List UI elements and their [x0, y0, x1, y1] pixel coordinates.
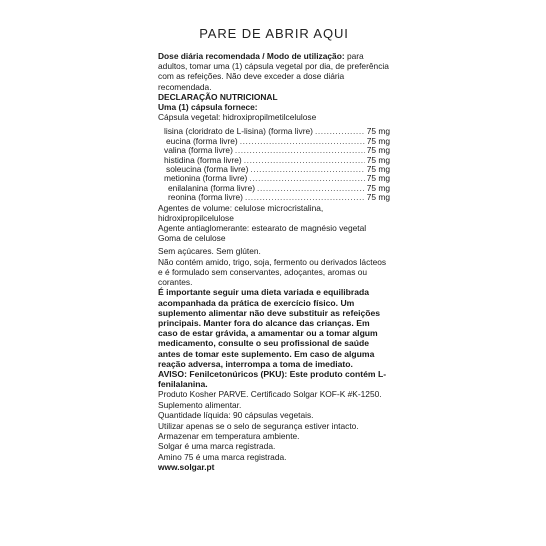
amino-value: 75 mg — [366, 154, 390, 165]
amino-name: lisina (cloridrato de L-lisina) (forma livre) — [164, 126, 313, 137]
warning-paragraph: É importante seguir uma dieta variada e equilibrada acompanhada da prática de exercício físico. Um suplemento alimentar não deve substituir as refeições principais. Manter fora do alcance das crianças. Em caso de estar grávida, a amamentar ou a tomar algum medicamento, consulte o seu profissional de saúde antes de tomar este suplemento. Em caso de alguma reação adversa, interrompa a toma de imediato. — [158, 287, 381, 369]
footer-line: Quantidade líquida: 90 cápsulas vegetais. — [158, 410, 314, 421]
label-title: PARE DE ABRIR AQUI — [199, 26, 349, 41]
website-link[interactable]: www.solgar.pt — [158, 462, 215, 473]
amino-value: 75 mg — [366, 126, 390, 137]
ingredient-line: Agentes de volume: celulose microcristalina, hidroxipropilcelulose — [158, 202, 324, 223]
amino-name: soleucina (forma livre) — [166, 164, 249, 175]
ingredient-line: Agente antiaglomerante: estearato de magnésio vegetal — [158, 223, 367, 234]
dose-text: para adultos, tomar uma (1) cápsula vegetal por dia, de preferência com as refeições. Não deve exceder a dose diária recomendada. — [158, 51, 389, 92]
ingredient-line: Goma de celulose — [158, 233, 226, 244]
declaration-subheading: Uma (1) cápsula fornece: — [158, 102, 258, 113]
supplement-label — [158, 26, 390, 473]
footer-line: Utilizar apenas se o selo de segurança estiver intacto. — [158, 420, 359, 431]
amino-value: 75 mg — [366, 173, 390, 184]
amino-name: enilalanina (forma livre) — [168, 182, 256, 193]
declaration-heading: DECLARAÇÃO NUTRICIONAL — [158, 91, 278, 102]
amino-value: 75 mg — [366, 135, 390, 146]
amino-value: 75 mg — [366, 164, 390, 175]
footer-line: Produto Kosher PARVE. Certificado Solgar KOF-K #K-1250. — [158, 389, 382, 400]
capsule-line: Cápsula vegetal: hidroxipropilmetilcelulose — [158, 112, 317, 123]
amino-value: 75 mg — [366, 192, 390, 203]
amino-name: metionina (forma livre) — [164, 173, 248, 184]
amino-name: valina (forma livre) — [164, 145, 233, 156]
footer-line: Solgar é uma marca registrada. — [158, 441, 276, 452]
amino-acid-list — [158, 127, 390, 202]
footer-line: Armazenar em temperatura ambiente. — [158, 430, 300, 441]
free-from-line: Sem açúcares. Sem glúten. — [158, 246, 261, 257]
pku-warning: AVISO: Fenilcetonúricos (PKU): Este produto contém L-fenilalanina. — [158, 368, 387, 390]
dose-paragraph — [158, 51, 390, 92]
amino-value: 75 mg — [366, 182, 390, 193]
not-contains-paragraph: Não contém amido, trigo, soja, fermento ou derivados lácteos e é formulado sem conservantes, adoçantes, aromas ou corantes. — [158, 256, 387, 288]
amino-name: histidina (forma livre) — [164, 154, 242, 165]
footer-line: Amino 75 é uma marca registrada. — [158, 451, 287, 462]
dose-heading: Dose diária recomendada / Modo de utilização: — [158, 51, 345, 61]
amino-name: reonina (forma livre) — [168, 192, 243, 203]
amino-row — [158, 193, 390, 202]
footer-line: Suplemento alimentar. — [158, 399, 242, 410]
amino-value: 75 mg — [366, 145, 390, 156]
amino-name: eucina (forma livre) — [166, 135, 238, 146]
